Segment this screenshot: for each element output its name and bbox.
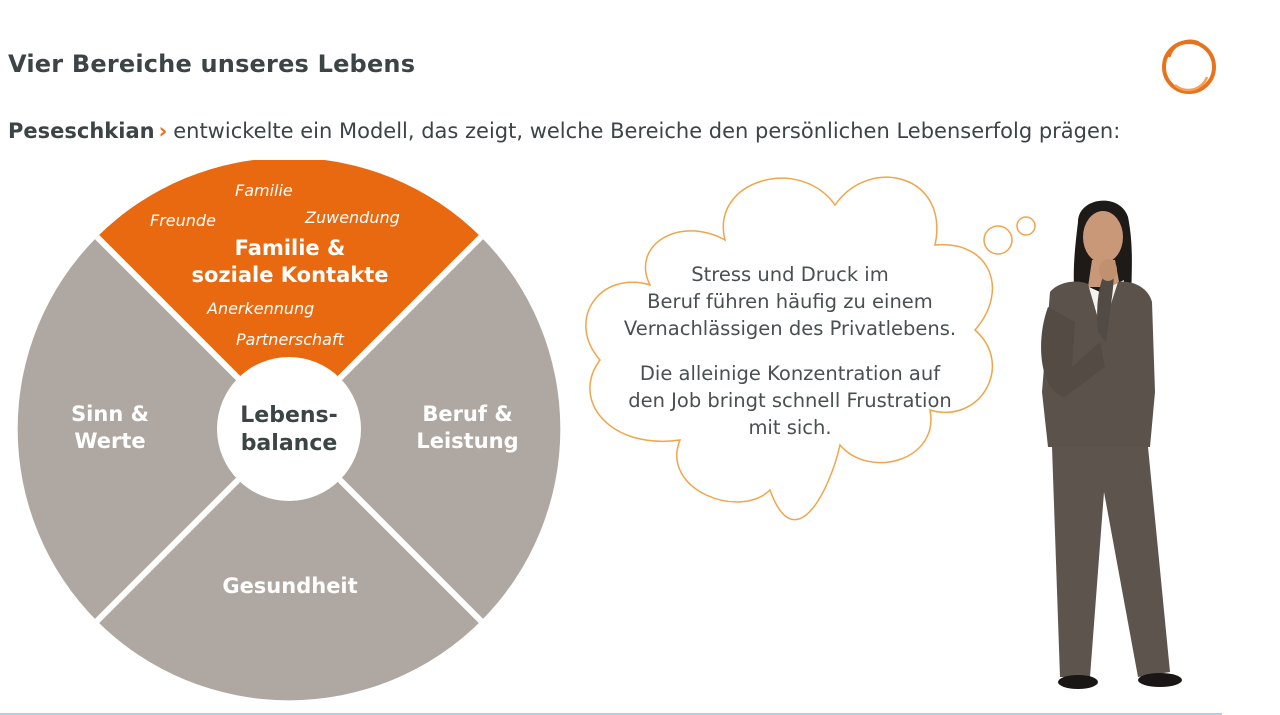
thought-paragraph-1 (585, 261, 995, 342)
segment-right-line2: Leistung (416, 429, 519, 453)
thought-p2-line2: den Job bringt schnell Frustration (628, 389, 952, 412)
thought-p1-line2: Beruf führen häufig zu einem (647, 290, 933, 313)
segment-bottom-label: Gesundheit (222, 574, 358, 598)
thought-cloud (570, 160, 1050, 550)
segment-top-line1: Familie & (234, 236, 346, 260)
orange-ring-logo (1155, 33, 1221, 99)
thought-p1-line1: Stress und Druck im (691, 263, 889, 286)
segment-left-line2: Werte (74, 429, 146, 453)
segment-top-line2: soziale Kontakte (191, 263, 389, 287)
author-name: Peseschkian (8, 119, 155, 143)
center-line1: Lebens- (240, 403, 338, 428)
subtitle (8, 119, 1120, 143)
page-title: Vier Bereiche unseres Lebens (8, 50, 416, 78)
center-line2: balance (240, 431, 338, 456)
life-balance-diagram (0, 160, 580, 705)
segment-top-label (170, 235, 410, 289)
thought-p2-line1: Die alleinige Konzentration auf (639, 362, 941, 385)
item-anerkennung: Anerkennung (207, 299, 315, 318)
segment-right-label (395, 401, 540, 455)
item-partnerschaft: Partnerschaft (236, 330, 344, 349)
segment-right-line1: Beruf & (422, 402, 513, 426)
businesswoman-photo (1020, 192, 1230, 707)
thought-p2-line3: mit sich. (748, 416, 832, 439)
chevron-right-icon: › (158, 119, 168, 143)
center-label (219, 402, 359, 458)
item-zuwendung: Zuwendung (305, 208, 400, 227)
item-familie: Familie (235, 181, 293, 200)
subtitle-text: entwickelte ein Modell, das zeigt, welche Bereiche den persönlichen Lebenserfolg prägen: (173, 119, 1121, 143)
segment-left-label (40, 401, 180, 455)
thought-p1-line3: Vernachlässigen des Privatlebens. (623, 317, 957, 340)
item-freunde: Freunde (150, 211, 216, 230)
segment-left-line1: Sinn & (71, 402, 149, 426)
thought-paragraph-2 (585, 360, 995, 441)
